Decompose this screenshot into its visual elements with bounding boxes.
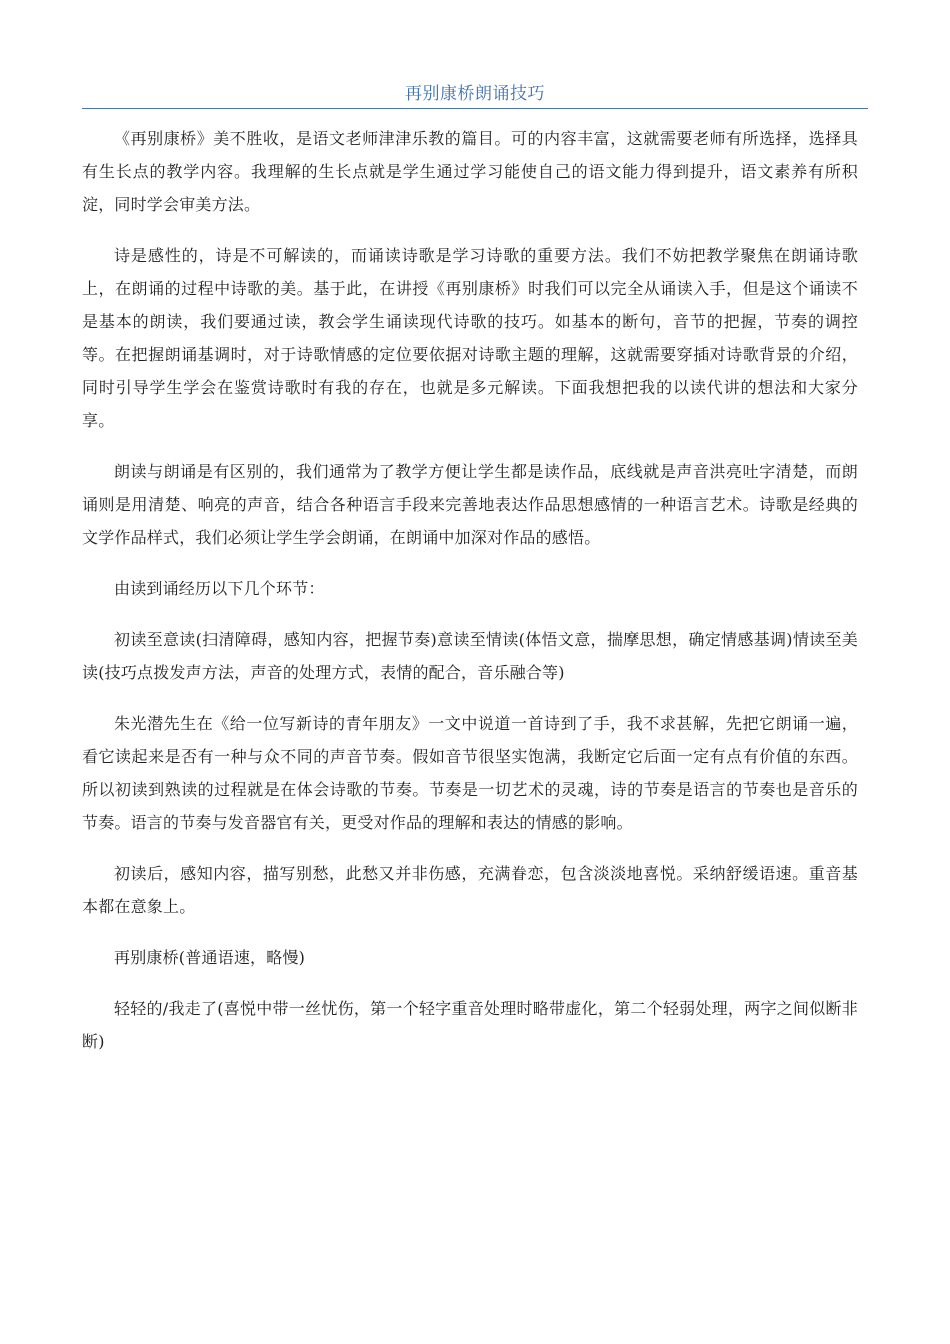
- paragraph-intro: 《再别康桥》美不胜收，是语文老师津津乐教的篇目。可的内容丰富，这就需要老师有所选择，选择具有生长点的教学内容。我理解的生长点就是学生通过学习能使自己的语文能力得到提升，语文素养有所积淀，同时学会审美方法。: [82, 129, 858, 214]
- page-header: [82, 82, 868, 110]
- paragraph-stages: 初读至意读(扫清障碍，感知内容，把握节奏)意读至情读(体悟文意，揣摩思想，确定情感基调)情读至美读(技巧点拨发声方法，声音的处理方式，表情的配合，音乐融合等): [82, 630, 858, 682]
- paragraph-poem-title-note: 再别康桥(普通语速，略慢): [114, 948, 306, 967]
- header-divider: [82, 108, 868, 109]
- document-body: [82, 122, 858, 1076]
- paragraph-stages-lead: 由读到诵经历以下几个环节：: [114, 579, 325, 598]
- paragraph-recitation-method: 诗是感性的，诗是不可解读的，而诵读诗歌是学习诗歌的重要方法。我们不妨把教学聚焦在朗诵诗歌上，在朗诵的过程中诗歌的美。基于此，在讲授《再别康桥》时我们可以完全从诵读入手，但是这个诵读不是基本的朗读，我们要通过读，教会学生诵读现代诗歌的技巧。如基本的断句，音节的把握，节奏的调控等。在把握朗诵基调时，对于诗歌情感的定位要依据对诗歌主题的理解，这就需要穿插对诗歌背景的介绍，同时引导学生学会在鉴赏诗歌时有我的存在，也就是多元解读。下面我想把我的以读代讲的想法和大家分享。: [82, 246, 858, 430]
- document-title: 再别康桥朗诵技巧: [405, 84, 545, 104]
- paragraph-first-reading: 初读后，感知内容，描写别愁，此愁又并非伤感，充满眷恋，包含淡淡地喜悦。采纳舒缓语速。重音基本都在意象上。: [82, 864, 858, 916]
- paragraph-zhu-guangqian: 朱光潜先生在《给一位写新诗的青年朋友》一文中说道一首诗到了手，我不求甚解，先把它朗诵一遍，看它读起来是否有一种与众不同的声音节奏。假如音节很坚实饱满，我断定它后面一定有点有价值的东西。所以初读到熟读的过程就是在体会诗歌的节奏。节奏是一切艺术的灵魂，诗的节奏是语言的节奏也是音乐的节奏。语言的节奏与发音器官有关，更受对作品的理解和表达的情感的影响。: [82, 714, 858, 832]
- paragraph-reading-vs-reciting: 朗读与朗诵是有区别的，我们通常为了教学方便让学生都是读作品，底线就是声音洪亮吐字清楚，而朗诵则是用清楚、响亮的声音，结合各种语言手段来完善地表达作品思想感情的一种语言艺术。诗歌是经典的文学作品样式，我们必须让学生学会朗诵，在朗诵中加深对作品的感悟。: [82, 462, 858, 547]
- paragraph-first-line-note: 轻轻的/我走了(喜悦中带一丝忧伤，第一个轻字重音处理时略带虚化，第二个轻弱处理，两字之间似断非断): [82, 999, 858, 1051]
